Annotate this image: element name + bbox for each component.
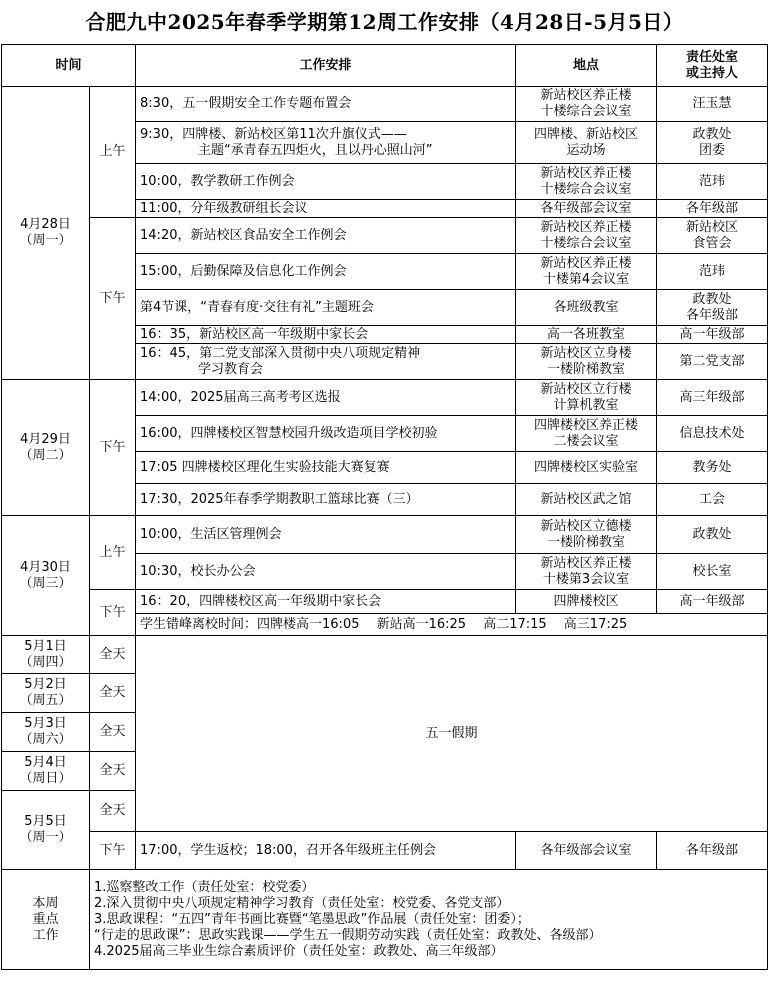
table-row [2,516,768,554]
owner-cell: 高三年级部 [657,380,768,416]
date-label: 5月5日 [24,814,67,829]
date-cell-0428 [2,87,90,380]
place-cell: 新站校区武之馆 [516,484,657,516]
slot-allday: 全天 [90,636,136,674]
work-item: 17:30，2025年春季学期教职工篮球比赛（三） [136,484,516,516]
date-cell-0505 [2,791,90,870]
weekday-label: （周三） [19,575,72,591]
place-line: 新站校区立身楼 [540,345,632,361]
table-row [2,87,768,122]
work-item [136,122,516,164]
owner-line: 政教处 [692,126,732,142]
place-line: 运动场 [566,142,606,158]
table-row [2,218,768,254]
owner-cell: 校长室 [657,554,768,590]
place-cell [516,122,657,164]
place-cell: 各年级部会议室 [516,832,657,870]
work-item: 16：20，四牌楼校区高一年级期中家长会 [136,590,516,614]
focus-item: 3.思政课程：“五四”青年书画比赛暨“笔墨思政”作品展（责任处室：团委）； [94,911,530,927]
date-cell-0429 [2,380,90,516]
place-line: 二楼会议室 [553,433,619,449]
weekday-label: （周六） [19,732,72,747]
table-row [2,590,768,614]
slot-pm: 下午 [90,590,136,636]
slot-allday: 全天 [90,674,136,713]
work-item [136,344,516,380]
slot-pm: 下午 [90,832,136,870]
work-item: 16:00，四牌楼校区智慧校园升级改造项目学校初验 [136,416,516,452]
weekday-label: （周五） [19,693,72,708]
work-item: 14:00，2025届高三高考考区选报 [136,380,516,416]
slot-am: 上午 [90,87,136,218]
place-line: 新站校区养正楼 [540,255,632,271]
slot-pm: 下午 [90,218,136,380]
owner-line: 新站校区 [686,219,739,235]
date-label: 5月2日 [24,677,67,692]
work-item: 17:00，学生返校；18:00，召开各年级班主任例会 [136,832,516,870]
work-item: 10:00，教学教研工作例会 [136,164,516,200]
weekday-label: （周一） [19,233,72,248]
place-line: 新站校区立德楼 [540,518,632,534]
focus-item: 2.深入贯彻中央八项规定精神学习教育（责任处室：校党委、各党支部） [94,895,510,911]
owner-cell: 范玮 [657,254,768,290]
slot-am: 上午 [90,516,136,590]
work-line: 学习教育会 [198,361,264,377]
date-label: 4月28日 [20,217,71,232]
work-line: 主题“承青春五四炬火，且以丹心照山河” [198,142,433,158]
place-cell: 四牌楼校区 [516,590,657,614]
place-cell: 各年级部会议室 [516,200,657,218]
place-line: 新站校区立行楼 [540,381,632,397]
place-cell: 高一各班教室 [516,326,657,344]
place-cell [516,218,657,254]
place-line: 四牌楼、新站校区 [534,126,639,142]
place-cell [516,164,657,200]
table-row [2,832,768,870]
date-cell-0503 [2,713,90,752]
table-row [2,636,768,674]
place-line: 新站校区养正楼 [540,219,632,235]
table-row [2,380,768,416]
owner-cell: 汪玉慧 [657,87,768,122]
holiday-cell: 五一假期 [136,636,768,832]
focus-item: “行走的思政课”：思政实践课——学生五一假期劳动实践（责任处室：政教处、各级部） [94,927,602,943]
owner-line: 食管会 [692,235,732,251]
place-line: 新站校区养正楼 [540,165,632,181]
work-line: 16：45，第二党支部深入贯彻中央八项规定精神 [140,345,421,361]
date-label: 5月3日 [24,716,67,731]
place-line: 十楼综合会议室 [540,104,632,119]
header-place: 地点 [516,45,657,87]
focus-item: 1.巡察整改工作（责任处室：校党委） [94,879,315,895]
place-line: 计算机教室 [553,397,619,413]
place-cell [516,344,657,380]
date-label: 4月29日 [20,431,71,447]
focus-label: 本周 重点 工作 [2,870,90,970]
schedule-table [1,44,768,970]
place-line: 一楼阶梯教室 [547,361,626,377]
work-item: 10:30，校长办公会 [136,554,516,590]
owner-cell: 范玮 [657,164,768,200]
slot-pm: 下午 [90,380,136,516]
owner-cell: 高一年级部 [657,590,768,614]
owner-cell [657,122,768,164]
place-cell [516,254,657,290]
date-label: 5月1日 [24,638,67,654]
header-time: 时间 [2,45,136,87]
place-line: 新站校区养正楼 [540,88,632,103]
header-work: 工作安排 [136,45,516,87]
owner-cell: 工会 [657,484,768,516]
owner-cell: 教务处 [657,452,768,484]
slot-allday: 全天 [90,713,136,752]
work-item: 16：35，新站校区高一年级期中家长会 [136,326,516,344]
owner-cell: 政教处 [657,516,768,554]
header-owner-line2: 或主持人 [686,65,739,81]
place-line: 十楼综合会议室 [540,181,632,197]
place-line: 十楼第3会议室 [542,571,630,587]
place-cell: 四牌楼校区实验室 [516,452,657,484]
work-item: 15:00，后勤保障及信息化工作例会 [136,254,516,290]
dismissal-times: 学生错峰离校时间：四牌楼高一16:05 新站高一16:25 高二17:15 高三17:25 [136,614,768,636]
focus-item: 4.2025届高三毕业生综合素质评价（责任处室：政教处、高三年级部） [94,943,504,959]
owner-cell: 信息技术处 [657,416,768,452]
place-line: 十楼第4会议室 [542,271,630,287]
work-item: 10:00，生活区管理例会 [136,516,516,554]
date-label: 5月4日 [24,755,67,770]
place-cell [516,554,657,590]
owner-line: 各年级部 [686,307,739,323]
slot-allday: 全天 [90,752,136,791]
work-item: 14:20，新站校区食品安全工作例会 [136,218,516,254]
page-title: 合肥九中2025年春季学期第12周工作安排（4月28日-5月5日） [85,10,684,34]
work-item: 8:30，五一假期安全工作专题布置会 [136,87,516,122]
focus-row [2,870,768,970]
place-line: 十楼综合会议室 [540,235,632,251]
owner-cell [657,290,768,326]
date-cell-0501 [2,636,90,674]
place-cell [516,380,657,416]
owner-line: 政教处 [692,291,732,307]
owner-cell: 第二党支部 [657,344,768,380]
place-cell [516,87,657,122]
focus-list [90,870,768,970]
weekday-label: （周日） [19,771,72,786]
work-item: 第4节课，“青春有度·交往有礼”主题班会 [136,290,516,326]
place-line: 新站校区养正楼 [540,555,632,571]
owner-line: 团委 [699,142,726,158]
date-cell-0430 [2,516,90,636]
owner-cell: 高一年级部 [657,326,768,344]
header-owner-line1: 责任处室 [686,49,739,65]
work-item: 11:00，分年级教研组长会议 [136,200,516,218]
weekday-label: （周二） [19,447,72,463]
slot-allday: 全天 [90,791,136,832]
place-cell [516,516,657,554]
work-line: 9:30，四牌楼、新站校区第11次升旗仪式—— [140,126,407,142]
place-line: 一楼阶梯教室 [547,534,626,550]
work-item: 17:05 四牌楼校区理化生实验技能大赛复赛 [136,452,516,484]
place-cell: 各班级教室 [516,290,657,326]
date-cell-0502 [2,674,90,713]
weekday-label: （周四） [19,654,72,670]
date-cell-0504 [2,752,90,791]
date-label: 4月30日 [20,559,71,575]
owner-cell [657,218,768,254]
header-owner [657,45,768,87]
header-row [2,45,768,87]
owner-cell: 各年级部 [657,200,768,218]
place-cell [516,416,657,452]
weekday-label: （周一） [19,830,72,845]
owner-cell: 各年级部 [657,832,768,870]
place-line: 四牌楼校区养正楼 [534,417,639,433]
